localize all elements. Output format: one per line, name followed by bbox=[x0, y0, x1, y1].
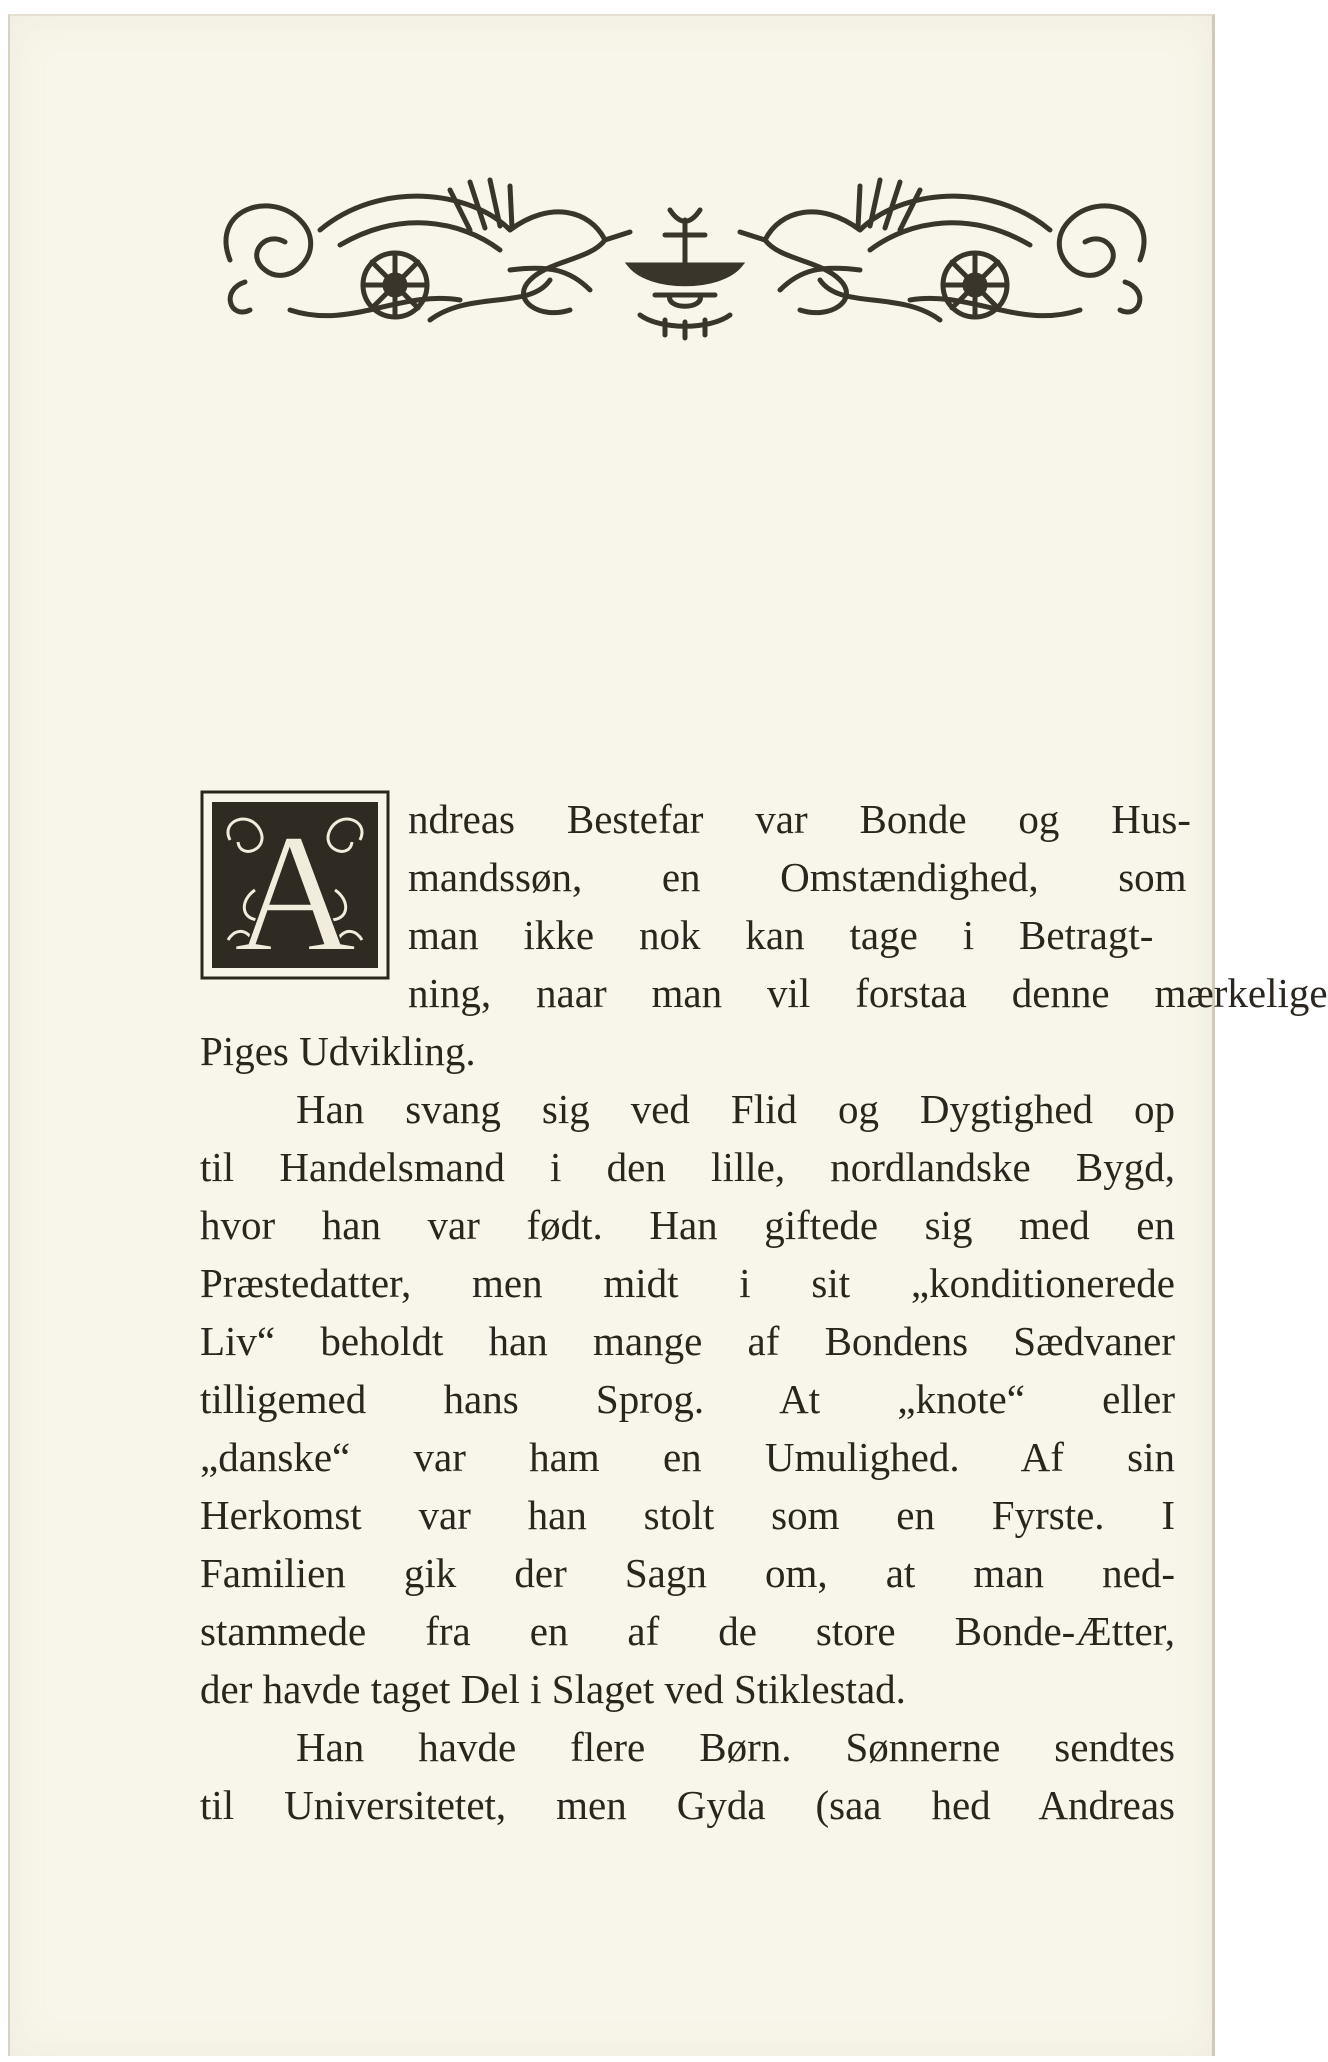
text-line: stammede fra en af de store Bonde-Ætter, bbox=[200, 1608, 1175, 1654]
text-line: Han svang sig ved Flid og Dygtighed op bbox=[296, 1086, 1175, 1132]
text-line: Han havde flere Børn. Sønnerne sendtes bbox=[296, 1724, 1175, 1770]
text-line: Præstedatter, men midt i sit „konditionerede bbox=[200, 1260, 1175, 1306]
paragraph-3 bbox=[200, 1718, 1175, 1834]
headpiece-ornament bbox=[210, 170, 1160, 340]
svg-text:A: A bbox=[233, 799, 357, 987]
text-line: ning, naar man vil forstaa denne mærkelige bbox=[408, 970, 1328, 1016]
text-line: ndreas Bestefar var Bonde og Hus- bbox=[408, 796, 1191, 842]
text-line: tilligemed hans Sprog. At „knote“ eller bbox=[200, 1376, 1175, 1422]
text-line: der havde taget Del i Slaget ved Stiklestad. bbox=[200, 1666, 906, 1712]
text-line: mandssøn, en Omstændighed, som bbox=[408, 854, 1187, 900]
text-line: Herkomst var han stolt som en Fyrste. I bbox=[200, 1492, 1175, 1538]
text-line: hvor han var født. Han giftede sig med en bbox=[200, 1202, 1175, 1248]
text-line: „danske“ var ham en Umulighed. Af sin bbox=[200, 1434, 1175, 1480]
drop-cap-letter-graphic bbox=[200, 790, 390, 987]
text-line: Familien gik der Sagn om, at man ned- bbox=[200, 1550, 1175, 1596]
paragraph-2 bbox=[200, 1080, 1175, 1718]
body-text bbox=[200, 790, 1328, 1834]
drop-cap bbox=[200, 790, 390, 987]
text-line: til Universitetet, men Gyda (saa hed Andreas bbox=[200, 1782, 1175, 1828]
text-line: Piges Udvikling. bbox=[200, 1028, 476, 1074]
text-line: Liv“ beholdt han mange af Bondens Sædvaner bbox=[200, 1318, 1175, 1364]
text-line: til Handelsmand i den lille, nordlandske Bygd, bbox=[200, 1144, 1175, 1190]
text-line: man ikke nok kan tage i Betragt- bbox=[408, 912, 1154, 958]
